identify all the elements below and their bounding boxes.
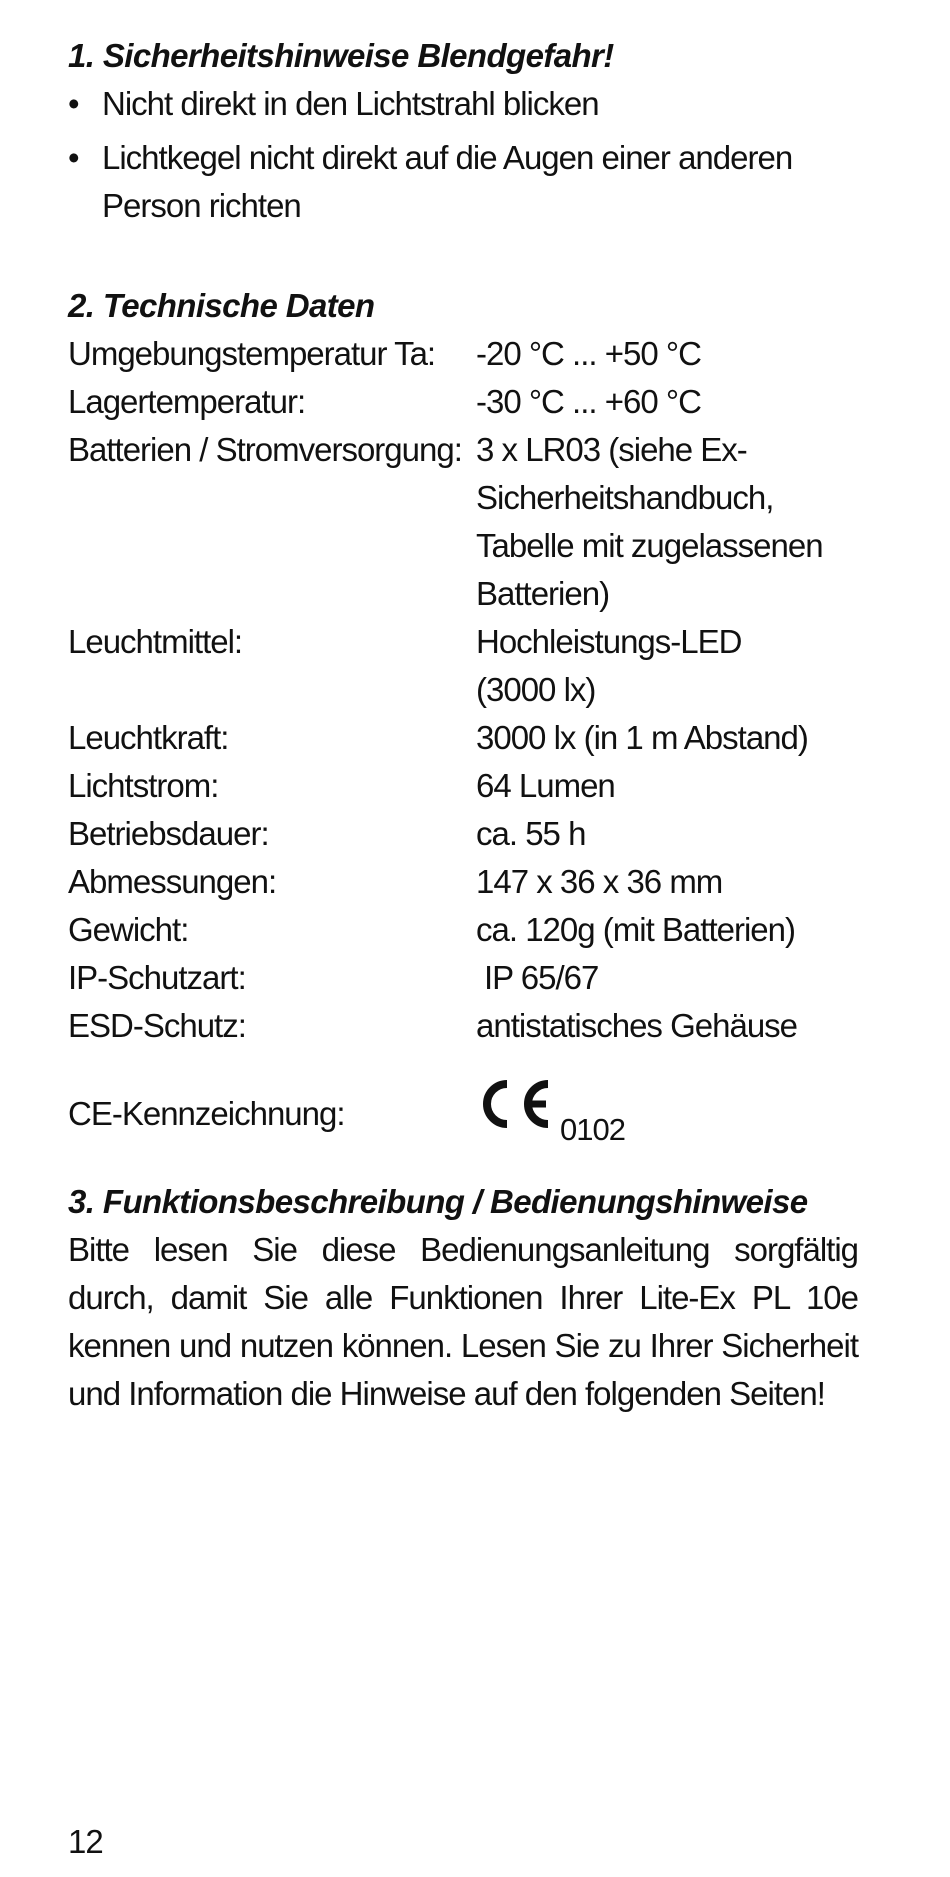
bullet-text: Nicht direkt in den Lichtstrahl blicken [102, 85, 599, 122]
spec-label: Lagertemperatur: [68, 383, 306, 420]
spec-label: Abmessungen: [68, 863, 277, 900]
ce-mark-icon [476, 1076, 558, 1128]
paragraph-line: kennen und nutzen können. Lesen Sie zu Ihrer Sicherheit [68, 1327, 858, 1364]
spec-value: ca. 55 h [476, 815, 586, 852]
spec-label: Umgebungstemperatur Ta: [68, 335, 436, 372]
bullet-dot: • [68, 139, 79, 176]
ce-mark-svg [476, 1076, 558, 1132]
spec-label: Betriebsdauer: [68, 815, 269, 852]
spec-value: 147 x 36 x 36 mm [476, 863, 723, 900]
section-3-heading: 3. Funktionsbeschreibung / Bedienungshinweise [68, 1183, 808, 1220]
bullet-item [68, 134, 808, 230]
instruction-paragraph [68, 1226, 858, 1418]
paragraph-line: durch, damit Sie alle Funktionen Ihrer Lite-Ex PL 10e [68, 1279, 858, 1316]
ce-label: CE-Kennzeichnung: [68, 1095, 345, 1132]
spec-value: 3 x LR03 (siehe Ex-Sicherheitshandbuch, Tabelle mit zugelassenen Batterien) [476, 431, 823, 612]
section-1-heading: 1. Sicherheitshinweise Blendgefahr! [68, 37, 614, 74]
spec-label: Gewicht: [68, 911, 189, 948]
manual-page [68, 0, 858, 1877]
bullet-item [68, 80, 828, 128]
bullet-dot: • [68, 85, 79, 122]
spec-value: Hochleistungs-LED (3000 lx) [476, 623, 742, 708]
spec-label: IP-Schutzart: [68, 959, 246, 996]
ce-number: 0102 [560, 1112, 625, 1147]
spec-label: Batterien / Stromversorgung: [68, 431, 462, 468]
page-number: 12 [68, 1823, 103, 1860]
spec-label: Leuchtkraft: [68, 719, 229, 756]
spec-label: ESD-Schutz: [68, 1007, 246, 1044]
paragraph-line: und Information die Hinweise auf den folgenden Seiten! [68, 1375, 825, 1412]
spec-value: 3000 lx (in 1 m Abstand) [476, 719, 808, 756]
spec-value: ca. 120g (mit Batterien) [476, 911, 795, 948]
spec-value: -20 °C ... +50 °C [476, 335, 701, 372]
spec-value: -30 °C ... +60 °C [476, 383, 701, 420]
section-2-heading: 2. Technische Daten [68, 287, 375, 324]
ce-value [476, 1076, 856, 1147]
spec-value: IP 65/67 [484, 959, 599, 996]
spec-label: Leuchtmittel: [68, 623, 243, 660]
bullet-text: Lichtkegel nicht direkt auf die Augen einer anderen Person richten [102, 139, 793, 224]
spec-label: Lichtstrom: [68, 767, 219, 804]
spec-value: 64 Lumen [476, 767, 615, 804]
paragraph-line: Bitte lesen Sie diese Bedienungsanleitung sorgfältig [68, 1231, 858, 1268]
spec-value: antistatisches Gehäuse [476, 1007, 798, 1044]
